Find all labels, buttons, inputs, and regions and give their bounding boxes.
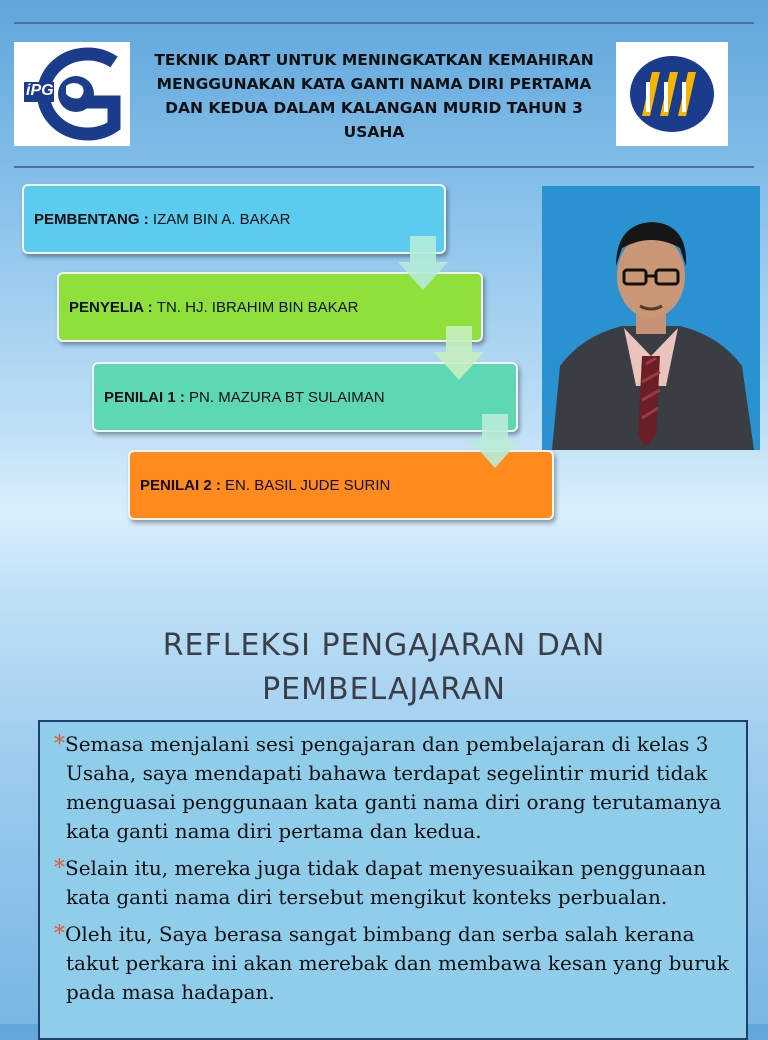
supervisor-label: PENYELIA :	[69, 298, 153, 316]
assessor-2-label: PENILAI 2 :	[140, 476, 221, 494]
down-arrow-icon	[398, 236, 448, 290]
bullet-item	[54, 854, 734, 912]
asterisk-bullet-icon: *	[54, 856, 65, 881]
bullet-text: Selain itu, mereka juga tidak dapat menyesuaikan penggunaan kata ganti nama diri tersebut mengikut konteks perbualan.	[65, 856, 706, 909]
bullet-item	[54, 730, 734, 846]
down-arrow-icon	[434, 326, 484, 380]
presenter-photo	[542, 186, 760, 450]
asterisk-bullet-icon: *	[54, 732, 65, 757]
ipg-logo	[14, 42, 130, 146]
supervisor-name: TN. HJ. IBRAHIM BIN BAKAR	[156, 298, 359, 316]
asterisk-bullet-icon: *	[54, 922, 65, 947]
bullet-text: Semasa menjalani sesi pengajaran dan pembelajaran di kelas 3 Usaha, saya mendapati bahawa terdapat segelintir murid tidak menguasai penggunaan kata ganti nama diri orang terutamanya kata ganti nama diri pertama dan kedua.	[65, 732, 722, 843]
assessor-1-name: PN. MAZURA BT SULAIMAN	[189, 388, 385, 406]
reflection-textbox	[38, 720, 748, 1040]
assessor-2-name: EN. BASIL JUDE SURIN	[225, 476, 391, 494]
ipg-logo-text: iPG	[26, 82, 54, 99]
institution-logo	[616, 42, 728, 146]
section-heading: REFLEKSI PENGAJARAN DAN PEMBELAJARAN	[162, 628, 606, 707]
down-arrow-icon	[470, 414, 520, 468]
header-rule	[14, 166, 754, 168]
page-title: TEKNIK DART UNTUK MENINGKATKAN KEMAHIRAN MENGGUNAKAN KATA GANTI NAMA DIRI PERTAMA DAN KEDUA DALAM KALANGAN MURID TAHUN 3 USAHA	[154, 51, 594, 141]
presenter-bar	[22, 184, 446, 254]
assessor-1-label: PENILAI 1 :	[104, 388, 185, 406]
bullet-item	[54, 920, 734, 1007]
presenter-label: PEMBENTANG :	[34, 210, 149, 228]
top-rule	[14, 22, 754, 24]
presenter-name: IZAM BIN A. BAKAR	[152, 210, 291, 228]
bullet-text: Oleh itu, Saya berasa sangat bimbang dan serba salah kerana takut perkara ini akan merebak dan membawa kesan yang buruk pada masa hadapan.	[65, 922, 729, 1004]
